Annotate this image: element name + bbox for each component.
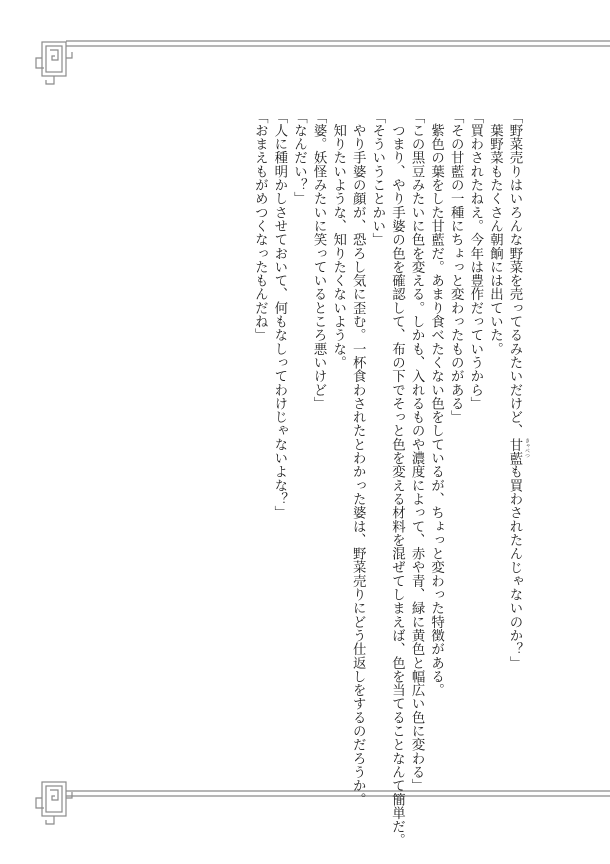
ruby-reading: きゃべつ bbox=[524, 437, 530, 458]
vertical-text-body bbox=[250, 110, 530, 848]
paragraph-2: 葉野菜もたくさん朝餉には出ていた。 bbox=[487, 110, 503, 356]
paragraph-6: 「この黒豆みたいに色を変える。しかも、入れるものや濃度によって、赤や青、緑に黄色と幅広い色に変わる」 bbox=[409, 110, 425, 793]
ruby-base: 甘藍 きゃべつ bbox=[507, 437, 530, 465]
paragraph-10: 知りたいような、知りたくないような。 bbox=[330, 110, 346, 370]
paragraph-8: 「そういうことかい」 bbox=[369, 110, 385, 247]
top-left-ornament bbox=[36, 42, 72, 84]
paragraph-3: 「買わされたねえ。今年は豊作だっていうから」 bbox=[467, 110, 483, 411]
paragraph-4: 「その甘藍の一種にちょっと変わったものがある」 bbox=[448, 110, 464, 424]
paragraph-13: 「人に種明かしさせておいて、何もなしってわけじゃないよな？」 bbox=[271, 110, 287, 520]
paragraph-1: 「野菜売りはいろんな野菜を売ってるみたいだけど、甘藍 きゃべつ も買わされたんじゃないのか？」 bbox=[507, 110, 530, 670]
paragraph-11: 「婆。妖怪みたいに笑っているところ悪いけど」 bbox=[311, 110, 327, 411]
paragraph-7: つまり、やり手婆の色を確認して、布の下でそっと色を変える材料を混ぜてしまえば、色を当てることなんて簡単だ。 bbox=[389, 110, 405, 848]
paragraph-12: 「なんだい？」 bbox=[291, 110, 307, 206]
paragraph-5: 紫色の葉をした甘藍だ。あまり食べたくない色をしているが、ちょっと変わった特徴がある。 bbox=[428, 110, 444, 697]
bottom-left-ornament bbox=[36, 782, 72, 824]
paragraph-14: 「おまえもがめつくなったもんだね」 bbox=[252, 110, 268, 343]
paragraph-9: やり手婆の顔が、恐ろし気に歪む。一杯食わされたとわかった婆は、野菜売りにどう仕返しをするのだろうか。 bbox=[350, 110, 366, 807]
